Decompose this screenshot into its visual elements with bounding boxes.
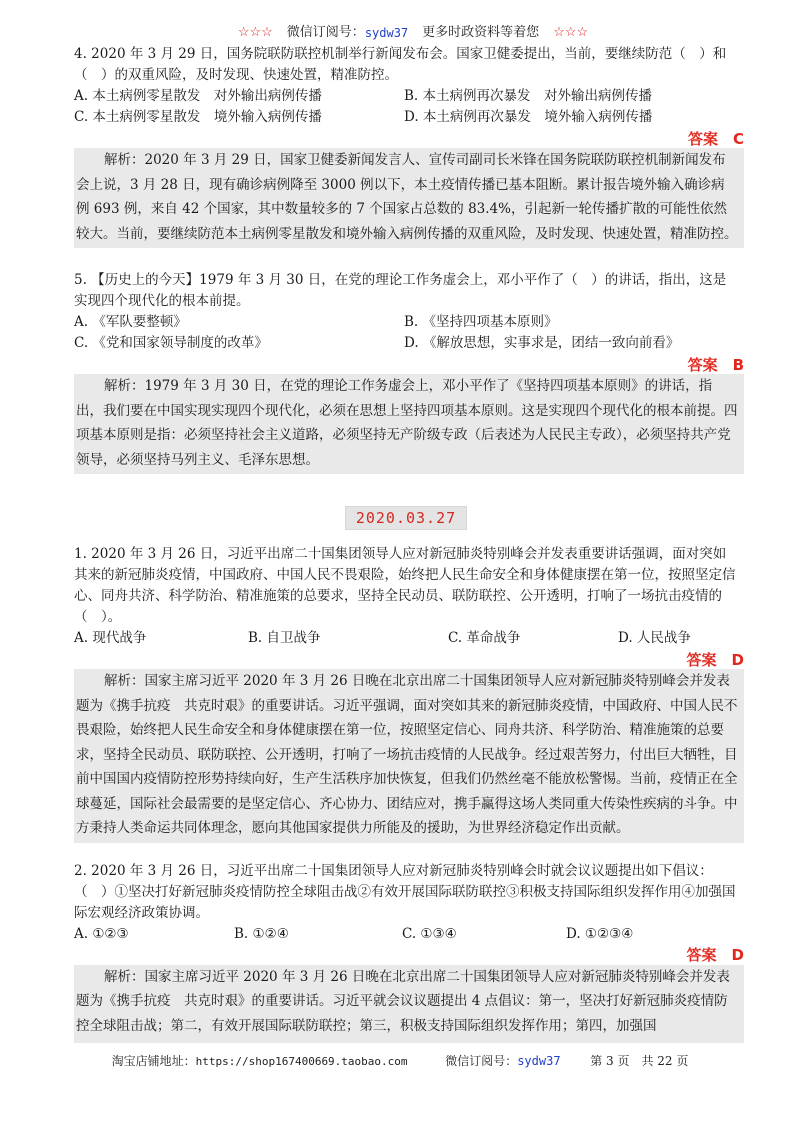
- date-heading-wrap: [74, 506, 738, 530]
- explanation: 解析：国家主席习近平 2020 年 3 月 26 日晚在北京出席二十国集团领导人应对新冠肺炎特别峰会并发表题为《携手抗疫 共克时艰》的重要讲话。习近平强调，面对突如其来的新冠肺炎疫情，中国政府、中国人民不畏艰险，始终把人民生命安全和身体健康摆在第一位，按照坚定信心、同舟共济、科学防治、精准施策的总要求，坚持全民动员、联防联控、公开透明，打响了一场抗击疫情的人民战争。经过艰苦努力，付出巨大牺牲，目前中国国内疫情防控形势持续向好，生产生活秩序加快恢复，但我们仍然丝毫不能放松警惕。当前，疫情正在全球蔓延，国际社会最需要的是坚定信心、齐心协力、团结应对，携手赢得这场人类同重大传染性疾病的斗争。中方秉持人类命运共同体理念，愿向其他国家提供力所能及的援助，为世界经济稳定作出贡献。: [74, 669, 744, 843]
- options-row: [74, 628, 738, 649]
- options-row: [74, 924, 738, 945]
- question-2: [74, 861, 744, 1043]
- option-a: A. ①②③: [74, 925, 129, 942]
- explanation: 解析：1979 年 3 月 30 日，在党的理论工作务虚会上，邓小平作了《坚持四项基本原则》的讲话，指出，我们要在中国实现实现四个现代化，必须在思想上坚持四项基本原则。这是实现四个现代化的根本前提。四项基本原则是指：必须坚持社会主义道路，必须坚持无产阶级专政（后表述为人民民主专政），必须坚持共产党领导，必须坚持马列主义、毛泽东思想。: [74, 374, 744, 474]
- question-4: [74, 44, 744, 248]
- explanation: 解析：2020 年 3 月 29 日，国家卫健委新闻发言人、宣传司副司长米锋在国务院联防联控机制新闻发布会上说，3 月 28 日，现有确诊病例降至 3000 例以下，本土疫情传播已基本阻断。累计报告境外输入确诊病例 693 例，来自 42 个国家，其中数量较多的 7 个国家占总数的 83.4%，引起新一轮传播扩散的可能性依然较大。当前，要继续防范本土病例零星散发和境外输入病例传播的双重风险，及时发现、快速处置，精准防控。: [74, 148, 744, 248]
- header-label: 微信订阅号：: [286, 25, 365, 40]
- option-b: B. ①②④: [234, 925, 289, 942]
- option-c: C. 《党和国家领导制度的改革》: [74, 335, 268, 351]
- option-a: A. 本土病例零星散发 对外输出病例传播: [74, 88, 322, 104]
- option-c: C. 本土病例零星散发 境外输入病例传播: [74, 109, 322, 125]
- options-row: [74, 86, 738, 107]
- question-1: [74, 544, 744, 843]
- answer-bar: [74, 945, 744, 965]
- question-5: [74, 270, 744, 474]
- question-text: 2. 2020 年 3 月 26 日，习近平出席二十国集团领导人应对新冠肺炎特别峰会时就会议议题提出如下倡议：（ ）①坚决打好新冠肺炎疫情防控全球阻击战②有效开展国际联防联控③积极支持国际组织发挥作用④加强国际宏观经济政策协调。: [74, 862, 736, 921]
- question-text: 4. 2020 年 3 月 29 日，国务院联防联控机制举行新闻发布会。国家卫健委提出，当前，要继续防范（ ）和（ ）的双重风险，及时发现、快速处置，精准防控。: [74, 46, 727, 83]
- options-row: [74, 312, 738, 333]
- option-a: A. 现代战争: [74, 630, 147, 646]
- answer-bar: [74, 354, 744, 374]
- option-c: C. 革命战争: [448, 630, 521, 646]
- page-header: [74, 0, 738, 40]
- option-b: B. 本土病例再次暴发 对外输出病例传播: [404, 88, 653, 104]
- stars-right: ☆☆☆: [553, 25, 589, 40]
- date-heading: 2020.03.27: [345, 506, 467, 530]
- explanation: 解析：国家主席习近平 2020 年 3 月 26 日晚在北京出席二十国集团领导人应对新冠肺炎特别峰会并发表题为《携手抗疫 共克时艰》的重要讲话。习近平就会议议题提出 4 点倡议：第一，坚决打好新冠肺炎疫情防控全球阻击战；第二，有效开展国际联防联控；第三，积极支持国际组织发挥作用；第四，加强国: [74, 965, 744, 1043]
- option-c: C. ①③④: [402, 925, 457, 942]
- option-d: D. ①②③④: [566, 925, 634, 942]
- options-row: [74, 107, 738, 128]
- footer-account: sydw37: [517, 1054, 561, 1068]
- wechat-label: 微信订阅号：: [445, 1054, 518, 1068]
- page-footer: [0, 1052, 800, 1069]
- header-account: sydw37: [364, 26, 409, 40]
- option-d: D. 本土病例再次暴发 境外输入病例传播: [404, 109, 653, 125]
- option-d: D. 《解放思想，实事求是，团结一致向前看》: [404, 335, 680, 351]
- stars-left: ☆☆☆: [237, 25, 273, 40]
- question-text: 1. 2020 年 3 月 26 日，习近平出席二十国集团领导人应对新冠肺炎特别峰会并发表重要讲话强调，面对突如其来的新冠肺炎疫情，中国政府、中国人民不畏艰险，始终把人民生命安全和身体健康摆在第一位，按照坚定信心、同舟共济、科学防治、精准施策的总要求，坚持全民动员、联防联控、公开透明，打响了一场抗击疫情的（ ）。: [74, 546, 736, 625]
- answer-bar: [74, 649, 744, 669]
- header-tagline: 更多时政资料等着您: [422, 25, 540, 40]
- shop-label: 淘宝店铺地址：: [111, 1054, 196, 1068]
- answer-label: 答案 D: [686, 946, 744, 964]
- shop-url[interactable]: https://shop167400669.taobao.com: [195, 1055, 408, 1068]
- page-info: 第 3 页 共 22 页: [590, 1054, 689, 1068]
- options-row: [74, 333, 738, 354]
- option-b: B. 《坚持四项基本原则》: [404, 314, 558, 330]
- answer-bar: [74, 128, 744, 148]
- option-b: B. 自卫战争: [248, 630, 321, 646]
- option-d: D. 人民战争: [618, 630, 691, 646]
- answer-label: 答案 C: [687, 129, 744, 148]
- answer-label: 答案 B: [687, 355, 744, 374]
- answer-label: 答案 D: [686, 650, 744, 669]
- question-text: 5. 【历史上的今天】1979 年 3 月 30 日，在党的理论工作务虚会上，邓小平作了（ ）的讲话，指出，这是实现四个现代化的根本前提。: [74, 272, 727, 309]
- option-a: A. 《军队要整顿》: [74, 314, 187, 330]
